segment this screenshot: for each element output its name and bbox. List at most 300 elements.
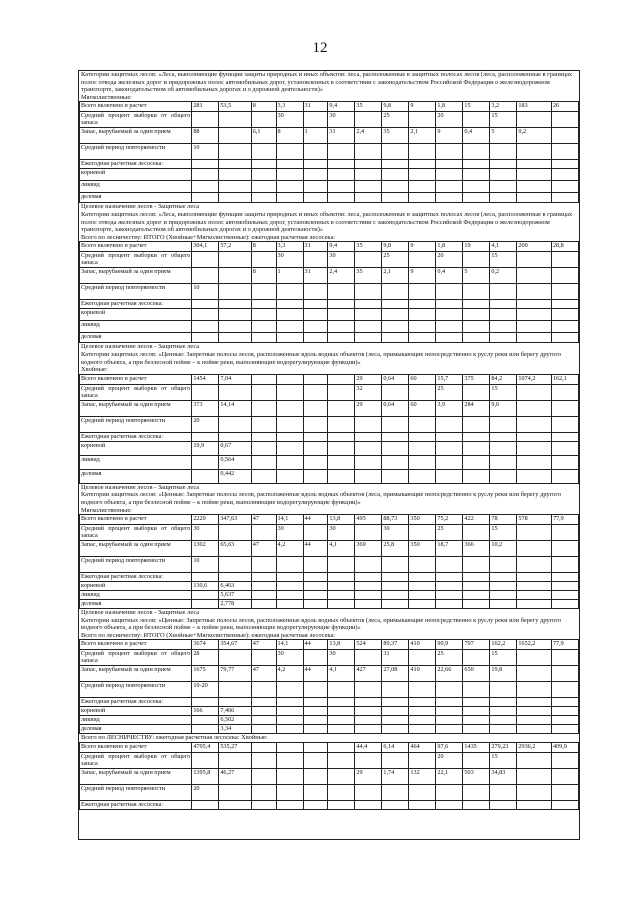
table-cell bbox=[355, 416, 382, 432]
table-cell bbox=[436, 181, 463, 193]
table-cell bbox=[303, 785, 328, 801]
table-cell: 166 bbox=[192, 707, 219, 716]
table-cell bbox=[517, 753, 552, 769]
table-cell: 8 bbox=[251, 242, 276, 252]
table-cell bbox=[219, 300, 251, 309]
table-cell bbox=[517, 525, 552, 541]
table-cell: 503 bbox=[463, 769, 490, 785]
table-cell: 29 bbox=[355, 374, 382, 384]
table-cell: 183 bbox=[517, 102, 552, 112]
table-cell: 0,564 bbox=[219, 455, 251, 469]
table-cell bbox=[276, 374, 303, 384]
table-cell: 0,64 bbox=[382, 400, 409, 416]
table-cell bbox=[382, 309, 409, 321]
table-cell bbox=[551, 128, 578, 144]
row-label: деловая bbox=[80, 333, 192, 343]
table-cell: 524 bbox=[355, 640, 382, 650]
table-cell: 25 bbox=[382, 252, 409, 268]
table-cell bbox=[355, 600, 382, 609]
table-row bbox=[80, 666, 579, 682]
table-cell bbox=[490, 582, 517, 591]
table-cell bbox=[355, 785, 382, 801]
table-cell bbox=[436, 716, 463, 725]
table-cell: 77,9 bbox=[551, 515, 578, 525]
table-cell bbox=[251, 582, 276, 591]
table-cell bbox=[355, 181, 382, 193]
table-row bbox=[80, 541, 579, 557]
table-cell: 20 bbox=[192, 416, 219, 432]
table-cell bbox=[382, 582, 409, 591]
table-cell: 281 bbox=[192, 102, 219, 112]
table-cell bbox=[409, 112, 436, 128]
section-block bbox=[79, 734, 579, 810]
table-cell: 1395,8 bbox=[192, 769, 219, 785]
table-cell bbox=[219, 801, 251, 810]
table-cell bbox=[409, 144, 436, 160]
table-cell: 1,74 bbox=[382, 769, 409, 785]
table-cell: 31 bbox=[303, 242, 328, 252]
table-cell bbox=[490, 432, 517, 441]
table-cell bbox=[436, 432, 463, 441]
table-cell bbox=[276, 333, 303, 343]
table-cell bbox=[382, 573, 409, 582]
calculation-table bbox=[79, 639, 579, 734]
table-cell: 4,2 bbox=[276, 666, 303, 682]
table-cell: 6,14 bbox=[382, 743, 409, 753]
table-cell bbox=[192, 309, 219, 321]
table-cell bbox=[436, 469, 463, 483]
table-cell bbox=[517, 416, 552, 432]
table-cell: 162,2 bbox=[490, 640, 517, 650]
table-cell: 3,3 bbox=[276, 102, 303, 112]
table-cell bbox=[490, 725, 517, 734]
table-cell bbox=[409, 441, 436, 455]
table-cell bbox=[490, 144, 517, 160]
table-row bbox=[80, 650, 579, 666]
table-cell bbox=[517, 112, 552, 128]
table-cell: 30 bbox=[328, 650, 355, 666]
table-cell bbox=[382, 432, 409, 441]
table-cell bbox=[251, 144, 276, 160]
section-heading: Хвойные: bbox=[81, 366, 108, 374]
table-cell bbox=[436, 557, 463, 573]
table-cell bbox=[463, 252, 490, 268]
calculation-table bbox=[79, 742, 579, 810]
table-cell: 44 bbox=[303, 515, 328, 525]
table-cell bbox=[463, 801, 490, 810]
table-cell bbox=[355, 525, 382, 541]
table-cell bbox=[551, 160, 578, 169]
table-cell bbox=[551, 181, 578, 193]
table-cell: 2936,2 bbox=[517, 743, 552, 753]
table-cell bbox=[355, 321, 382, 333]
table-cell bbox=[251, 193, 276, 203]
table-cell: 369 bbox=[355, 541, 382, 557]
table-cell bbox=[517, 682, 552, 698]
table-cell bbox=[463, 193, 490, 203]
table-cell bbox=[436, 333, 463, 343]
table-cell bbox=[382, 416, 409, 432]
page-footer-space bbox=[79, 810, 579, 839]
table-cell bbox=[251, 400, 276, 416]
table-cell bbox=[517, 666, 552, 682]
table-cell: 284 bbox=[463, 400, 490, 416]
table-cell bbox=[517, 801, 552, 810]
table-cell bbox=[251, 469, 276, 483]
row-label: деловая bbox=[80, 725, 192, 734]
table-row bbox=[80, 707, 579, 716]
table-row bbox=[80, 640, 579, 650]
table-cell bbox=[463, 707, 490, 716]
table-cell bbox=[490, 321, 517, 333]
table-cell bbox=[355, 801, 382, 810]
table-cell: 0,64 bbox=[382, 374, 409, 384]
table-cell: 0,2 bbox=[517, 128, 552, 144]
table-cell bbox=[303, 725, 328, 734]
table-cell bbox=[192, 160, 219, 169]
table-cell: 53,5 bbox=[219, 102, 251, 112]
table-cell: 47 bbox=[251, 515, 276, 525]
table-cell: 9,4 bbox=[328, 102, 355, 112]
table-cell bbox=[251, 181, 276, 193]
table-cell: 7,04 bbox=[219, 374, 251, 384]
table-cell bbox=[463, 600, 490, 609]
table-cell bbox=[328, 416, 355, 432]
table-cell bbox=[219, 682, 251, 698]
table-cell bbox=[251, 716, 276, 725]
table-cell bbox=[382, 725, 409, 734]
section-heading: Целевое назначение лесов - Защитные леса bbox=[81, 343, 200, 351]
table-cell bbox=[192, 181, 219, 193]
table-cell bbox=[551, 591, 578, 600]
table-cell bbox=[276, 169, 303, 181]
row-label: ликвид bbox=[80, 591, 192, 600]
table-cell bbox=[436, 309, 463, 321]
table-row bbox=[80, 333, 579, 343]
table-cell: 0,4 bbox=[436, 268, 463, 284]
table-cell bbox=[551, 441, 578, 455]
table-row bbox=[80, 455, 579, 469]
table-cell bbox=[382, 160, 409, 169]
table-cell bbox=[517, 650, 552, 666]
table-cell bbox=[409, 469, 436, 483]
table-cell bbox=[328, 284, 355, 300]
table-cell bbox=[192, 112, 219, 128]
table-cell bbox=[409, 333, 436, 343]
table-cell bbox=[192, 333, 219, 343]
table-cell bbox=[490, 557, 517, 573]
table-cell: 25 bbox=[436, 650, 463, 666]
section-heading: Категории защитных лесов: «Ценные: Запретные полосы лесов, расположенные вдоль водных объектов (леса, примыкающие непосредственно к руслу реки или берегу другого водного объекта, а при безлесной пойме – к пойме реки, выполняющие водорегулирующие функции)» bbox=[81, 350, 562, 366]
table-cell: 15,7 bbox=[436, 374, 463, 384]
row-label: Всего включено в расчет bbox=[80, 640, 192, 650]
table-cell: 4,1 bbox=[328, 666, 355, 682]
table-cell bbox=[490, 600, 517, 609]
table-cell bbox=[551, 432, 578, 441]
table-cell: 31 bbox=[303, 102, 328, 112]
table-cell bbox=[463, 160, 490, 169]
table-cell bbox=[276, 193, 303, 203]
table-cell bbox=[551, 193, 578, 203]
table-cell: 10,2 bbox=[490, 541, 517, 557]
table-cell: 35 bbox=[355, 102, 382, 112]
row-label: Запас, вырубаемый за один прием bbox=[80, 268, 192, 284]
table-cell bbox=[276, 469, 303, 483]
table-cell bbox=[517, 252, 552, 268]
table-cell: 1675 bbox=[192, 666, 219, 682]
section-heading: Целевое назначение лесов - Защитные леса bbox=[81, 483, 200, 491]
row-label: Средний процент выборки от общего запаса bbox=[81, 525, 191, 540]
table-cell bbox=[382, 557, 409, 573]
table-cell bbox=[551, 801, 578, 810]
table-cell bbox=[551, 666, 578, 682]
table-row bbox=[80, 515, 579, 525]
table-cell bbox=[328, 557, 355, 573]
table-cell: 60 bbox=[409, 400, 436, 416]
table-cell: 27,08 bbox=[382, 666, 409, 682]
calculation-table bbox=[79, 101, 579, 203]
table-cell: 47 bbox=[251, 666, 276, 682]
table-cell bbox=[409, 455, 436, 469]
table-cell bbox=[192, 455, 219, 469]
table-cell bbox=[517, 698, 552, 707]
row-label: Средний период повторяемости bbox=[80, 416, 192, 432]
table-cell: 35 bbox=[355, 242, 382, 252]
table-cell bbox=[303, 573, 328, 582]
table-cell bbox=[251, 769, 276, 785]
table-cell bbox=[490, 591, 517, 600]
table-cell bbox=[328, 707, 355, 716]
table-cell bbox=[551, 144, 578, 160]
table-cell bbox=[276, 300, 303, 309]
table-cell bbox=[276, 384, 303, 400]
table-cell bbox=[517, 160, 552, 169]
table-cell: 9 bbox=[436, 128, 463, 144]
table-cell bbox=[409, 321, 436, 333]
table-cell bbox=[436, 582, 463, 591]
table-cell bbox=[355, 725, 382, 734]
row-label: Ежегодная расчетная лесосека: bbox=[80, 432, 192, 441]
section-block bbox=[79, 71, 579, 203]
table-cell: 47 bbox=[251, 640, 276, 650]
table-row bbox=[80, 300, 579, 309]
table-cell bbox=[355, 716, 382, 725]
table-cell bbox=[303, 252, 328, 268]
table-cell: 410 bbox=[409, 640, 436, 650]
table-cell bbox=[517, 309, 552, 321]
table-cell bbox=[355, 284, 382, 300]
table-cell bbox=[303, 284, 328, 300]
table-cell bbox=[303, 144, 328, 160]
row-label: Средний период повторяемости bbox=[80, 284, 192, 300]
table-cell: 373 bbox=[192, 400, 219, 416]
table-cell bbox=[192, 384, 219, 400]
table-cell bbox=[551, 268, 578, 284]
table-cell bbox=[517, 541, 552, 557]
table-cell bbox=[219, 169, 251, 181]
table-cell bbox=[409, 160, 436, 169]
table-cell bbox=[328, 785, 355, 801]
table-cell bbox=[303, 716, 328, 725]
table-cell: 90,9 bbox=[436, 640, 463, 650]
table-cell bbox=[382, 181, 409, 193]
table-row bbox=[80, 769, 579, 785]
table-cell: 5 bbox=[490, 128, 517, 144]
table-cell bbox=[382, 441, 409, 455]
calculation-table bbox=[79, 374, 579, 484]
table-cell bbox=[219, 753, 251, 769]
table-row bbox=[80, 441, 579, 455]
table-cell bbox=[517, 268, 552, 284]
table-cell bbox=[355, 455, 382, 469]
table-cell bbox=[251, 333, 276, 343]
row-label: Средний период повторяемости bbox=[80, 144, 192, 160]
table-cell bbox=[551, 169, 578, 181]
table-cell bbox=[463, 469, 490, 483]
table-cell bbox=[463, 650, 490, 666]
table-cell: 7,466 bbox=[219, 707, 251, 716]
table-cell bbox=[382, 169, 409, 181]
table-cell bbox=[251, 682, 276, 698]
section-block bbox=[79, 203, 579, 343]
table-cell bbox=[517, 181, 552, 193]
table-cell bbox=[517, 455, 552, 469]
table-cell: 350 bbox=[409, 515, 436, 525]
table-cell bbox=[251, 698, 276, 707]
table-cell bbox=[303, 333, 328, 343]
table-cell: 75,2 bbox=[436, 515, 463, 525]
table-cell bbox=[382, 753, 409, 769]
table-cell bbox=[463, 573, 490, 582]
table-cell bbox=[276, 181, 303, 193]
table-cell bbox=[303, 525, 328, 541]
table-cell: 15 bbox=[490, 650, 517, 666]
table-cell bbox=[276, 432, 303, 441]
table-cell: 15 bbox=[490, 384, 517, 400]
table-cell: 10 bbox=[192, 144, 219, 160]
table-cell bbox=[328, 582, 355, 591]
table-cell bbox=[303, 455, 328, 469]
table-row bbox=[80, 284, 579, 300]
table-cell bbox=[276, 785, 303, 801]
table-cell bbox=[382, 600, 409, 609]
table-cell bbox=[276, 707, 303, 716]
table-cell bbox=[382, 591, 409, 600]
table-cell bbox=[490, 573, 517, 582]
table-cell bbox=[551, 321, 578, 333]
section-block bbox=[79, 484, 579, 609]
table-cell bbox=[251, 169, 276, 181]
table-cell bbox=[219, 181, 251, 193]
table-cell bbox=[517, 591, 552, 600]
table-row bbox=[80, 384, 579, 400]
table-cell bbox=[303, 801, 328, 810]
row-label: Всего включено в расчет bbox=[80, 102, 192, 112]
table-cell bbox=[551, 300, 578, 309]
table-cell bbox=[328, 181, 355, 193]
table-cell bbox=[490, 455, 517, 469]
table-cell bbox=[436, 416, 463, 432]
table-cell bbox=[276, 682, 303, 698]
table-cell: 2,778 bbox=[219, 600, 251, 609]
table-cell bbox=[355, 193, 382, 203]
table-cell bbox=[355, 441, 382, 455]
table-cell: 200 bbox=[517, 242, 552, 252]
table-cell bbox=[409, 600, 436, 609]
table-cell bbox=[409, 785, 436, 801]
table-cell: 34,83 bbox=[490, 769, 517, 785]
table-cell: 10-20 bbox=[192, 682, 219, 698]
table-cell bbox=[551, 582, 578, 591]
table-cell bbox=[517, 725, 552, 734]
table-cell bbox=[355, 698, 382, 707]
table-cell bbox=[328, 441, 355, 455]
table-cell bbox=[303, 769, 328, 785]
table-cell bbox=[355, 112, 382, 128]
table-cell: 30 bbox=[276, 650, 303, 666]
table-cell bbox=[463, 698, 490, 707]
table-cell bbox=[303, 753, 328, 769]
table-cell bbox=[192, 600, 219, 609]
table-row bbox=[80, 573, 579, 582]
table-cell bbox=[551, 769, 578, 785]
table-cell bbox=[355, 707, 382, 716]
table-cell bbox=[463, 144, 490, 160]
table-cell bbox=[517, 284, 552, 300]
table-cell bbox=[328, 716, 355, 725]
table-cell bbox=[551, 753, 578, 769]
table-cell: 25 bbox=[436, 384, 463, 400]
table-cell bbox=[303, 591, 328, 600]
table-cell: 1 bbox=[276, 268, 303, 284]
table-cell: 20 bbox=[192, 785, 219, 801]
table-cell: 422 bbox=[463, 515, 490, 525]
table-cell: 29 bbox=[355, 769, 382, 785]
table-cell bbox=[551, 785, 578, 801]
table-cell: 15 bbox=[490, 525, 517, 541]
table-row bbox=[80, 160, 579, 169]
table-cell bbox=[409, 591, 436, 600]
row-label: корневой bbox=[80, 309, 192, 321]
table-cell bbox=[436, 698, 463, 707]
table-cell: 797 bbox=[463, 640, 490, 650]
table-cell bbox=[219, 384, 251, 400]
table-cell bbox=[303, 374, 328, 384]
table-cell: 30 bbox=[382, 525, 409, 541]
table-cell bbox=[490, 785, 517, 801]
table-row bbox=[80, 181, 579, 193]
table-cell: 409,9 bbox=[551, 743, 578, 753]
table-cell: 30 bbox=[328, 252, 355, 268]
table-cell: 20 bbox=[436, 252, 463, 268]
row-label: корневой bbox=[80, 707, 192, 716]
table-cell bbox=[517, 707, 552, 716]
table-cell: 0,2 bbox=[490, 268, 517, 284]
table-cell bbox=[517, 333, 552, 343]
table-cell: 25,8 bbox=[382, 541, 409, 557]
table-cell bbox=[382, 785, 409, 801]
table-cell bbox=[219, 573, 251, 582]
table-cell bbox=[219, 785, 251, 801]
table-cell bbox=[436, 725, 463, 734]
table-cell bbox=[355, 591, 382, 600]
table-cell bbox=[303, 309, 328, 321]
table-cell bbox=[328, 144, 355, 160]
table-cell bbox=[303, 469, 328, 483]
table-cell: 495 bbox=[355, 515, 382, 525]
table-cell: 35 bbox=[382, 128, 409, 144]
table-cell: 13,8 bbox=[328, 515, 355, 525]
